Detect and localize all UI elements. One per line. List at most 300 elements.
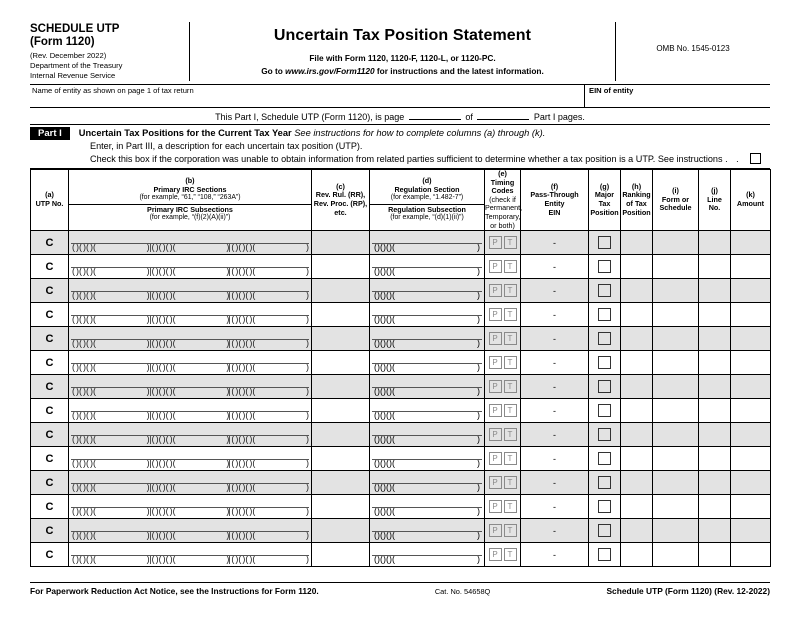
cell-amount[interactable] (731, 231, 771, 255)
cell-regulation-section[interactable] (370, 495, 485, 519)
cell-irc-sections[interactable] (69, 399, 312, 423)
cell-regulation-section[interactable] (370, 399, 485, 423)
cell-pass-through-ein[interactable]: - (521, 327, 589, 351)
entity-name-field[interactable] (30, 85, 585, 107)
major-tax-position-checkbox[interactable] (598, 260, 611, 273)
paren-subcell[interactable]: ( )( )( )( ) (72, 339, 150, 349)
cell-line-no[interactable] (699, 495, 731, 519)
irc-sections-line[interactable] (71, 425, 309, 436)
timing-code-permanent-checkbox[interactable]: P (489, 236, 502, 249)
timing-code-temporary-checkbox[interactable]: T (504, 308, 517, 321)
cell-rev-rul[interactable] (312, 495, 370, 519)
cell-major-tax-position[interactable] (589, 279, 621, 303)
irc-subsections-line[interactable] (71, 268, 309, 278)
cell-utp-no[interactable]: C (31, 303, 69, 327)
paren-subcell[interactable]: ( )( )( )( ) (231, 315, 309, 325)
irc-subsections-line[interactable] (71, 340, 309, 350)
cell-form-or-schedule[interactable] (653, 303, 699, 327)
timing-code-permanent-checkbox[interactable]: P (489, 452, 502, 465)
paren-guides-single[interactable]: ( )( )( )( ) (374, 507, 480, 517)
major-tax-position-checkbox[interactable] (598, 548, 611, 561)
irc-sections-line[interactable] (71, 473, 309, 484)
paren-subcell[interactable]: ( )( )( )( ) (72, 315, 150, 325)
cell-major-tax-position[interactable] (589, 255, 621, 279)
irc-subsections-line[interactable] (71, 244, 309, 254)
timing-code-temporary-checkbox[interactable]: T (504, 236, 517, 249)
cell-form-or-schedule[interactable] (653, 279, 699, 303)
cell-regulation-section[interactable] (370, 447, 485, 471)
cell-utp-no[interactable]: C (31, 399, 69, 423)
cell-irc-sections[interactable] (69, 351, 312, 375)
cell-form-or-schedule[interactable] (653, 375, 699, 399)
paren-subcell[interactable]: ( )( )( )( ) (151, 339, 230, 349)
regulation-section-line[interactable] (372, 257, 482, 268)
timing-code-temporary-checkbox[interactable]: T (504, 404, 517, 417)
paren-subcell[interactable]: ( )( )( )( ) (72, 555, 150, 565)
cell-pass-through-ein[interactable]: - (521, 399, 589, 423)
timing-code-permanent-checkbox[interactable]: P (489, 524, 502, 537)
cell-rev-rul[interactable] (312, 231, 370, 255)
cell-regulation-section[interactable] (370, 279, 485, 303)
cell-pass-through-ein[interactable]: - (521, 255, 589, 279)
regulation-section-line[interactable] (372, 545, 482, 556)
cell-timing-codes[interactable] (485, 231, 521, 255)
cell-rev-rul[interactable] (312, 519, 370, 543)
cell-rev-rul[interactable] (312, 375, 370, 399)
paren-guides-single[interactable]: ( )( )( )( ) (374, 243, 480, 253)
cell-utp-no[interactable]: C (31, 327, 69, 351)
paren-subcell[interactable]: ( )( )( )( ) (151, 291, 230, 301)
cell-pass-through-ein[interactable]: - (521, 279, 589, 303)
cell-ranking-of-tax-position[interactable] (621, 255, 653, 279)
cell-pass-through-ein[interactable]: - (521, 519, 589, 543)
cell-regulation-section[interactable] (370, 423, 485, 447)
regulation-section-line[interactable] (372, 473, 482, 484)
regulation-subsection-line[interactable] (372, 556, 482, 566)
cell-pass-through-ein[interactable]: - (521, 351, 589, 375)
regulation-section-line[interactable] (372, 521, 482, 532)
paren-subcell[interactable]: ( )( )( )( ) (151, 243, 230, 253)
cell-ranking-of-tax-position[interactable] (621, 447, 653, 471)
irc-sections-line[interactable] (71, 545, 309, 556)
cell-amount[interactable] (731, 351, 771, 375)
irc-subsections-line[interactable] (71, 460, 309, 470)
paren-subcell[interactable]: ( )( )( )( ) (231, 363, 309, 373)
paren-subcell[interactable]: ( )( )( )( ) (231, 507, 309, 517)
cell-amount[interactable] (731, 519, 771, 543)
cell-line-no[interactable] (699, 231, 731, 255)
cell-ranking-of-tax-position[interactable] (621, 543, 653, 567)
cell-utp-no[interactable]: C (31, 375, 69, 399)
regulation-section-line[interactable] (372, 425, 482, 436)
cell-timing-codes[interactable] (485, 495, 521, 519)
irc-sections-line[interactable] (71, 305, 309, 316)
paren-subcell[interactable]: ( )( )( )( ) (72, 435, 150, 445)
cell-timing-codes[interactable] (485, 423, 521, 447)
irc-sections-line[interactable] (71, 353, 309, 364)
major-tax-position-checkbox[interactable] (598, 428, 611, 441)
timing-code-permanent-checkbox[interactable]: P (489, 476, 502, 489)
cell-ranking-of-tax-position[interactable] (621, 471, 653, 495)
paren-guides-single[interactable]: ( )( )( )( ) (374, 387, 480, 397)
paren-subcell[interactable]: ( )( )( )( ) (151, 267, 230, 277)
cell-irc-sections[interactable] (69, 279, 312, 303)
major-tax-position-checkbox[interactable] (598, 284, 611, 297)
paren-subcell[interactable]: ( )( )( )( ) (151, 507, 230, 517)
cell-major-tax-position[interactable] (589, 423, 621, 447)
paren-subcell[interactable]: ( )( )( )( ) (231, 339, 309, 349)
cell-utp-no[interactable]: C (31, 351, 69, 375)
timing-code-temporary-checkbox[interactable]: T (504, 356, 517, 369)
cell-timing-codes[interactable] (485, 255, 521, 279)
paren-subcell[interactable]: ( )( )( )( ) (72, 267, 150, 277)
regulation-section-line[interactable] (372, 305, 482, 316)
major-tax-position-checkbox[interactable] (598, 524, 611, 537)
major-tax-position-checkbox[interactable] (598, 476, 611, 489)
cell-utp-no[interactable]: C (31, 543, 69, 567)
page-number-input[interactable] (409, 111, 461, 120)
cell-line-no[interactable] (699, 423, 731, 447)
cell-form-or-schedule[interactable] (653, 471, 699, 495)
timing-code-permanent-checkbox[interactable]: P (489, 428, 502, 441)
paren-subcell[interactable]: ( )( )( )( ) (231, 459, 309, 469)
paren-subcell[interactable]: ( )( )( )( ) (151, 555, 230, 565)
regulation-subsection-line[interactable] (372, 436, 482, 446)
cell-rev-rul[interactable] (312, 327, 370, 351)
major-tax-position-checkbox[interactable] (598, 332, 611, 345)
paren-guides-single[interactable]: ( )( )( )( ) (374, 435, 480, 445)
timing-code-permanent-checkbox[interactable]: P (489, 308, 502, 321)
timing-code-permanent-checkbox[interactable]: P (489, 332, 502, 345)
major-tax-position-checkbox[interactable] (598, 236, 611, 249)
paren-subcell[interactable]: ( )( )( )( ) (72, 459, 150, 469)
paren-subcell[interactable]: ( )( )( )( ) (151, 411, 230, 421)
timing-code-temporary-checkbox[interactable]: T (504, 500, 517, 513)
irc-sections-line[interactable] (71, 329, 309, 340)
irc-subsections-line[interactable] (71, 316, 309, 326)
cell-utp-no[interactable]: C (31, 519, 69, 543)
paren-guides-single[interactable]: ( )( )( )( ) (374, 363, 480, 373)
cell-timing-codes[interactable] (485, 471, 521, 495)
cell-pass-through-ein[interactable]: - (521, 375, 589, 399)
paren-subcell[interactable]: ( )( )( )( ) (231, 291, 309, 301)
cell-pass-through-ein[interactable]: - (521, 543, 589, 567)
cell-timing-codes[interactable] (485, 279, 521, 303)
regulation-section-line[interactable] (372, 377, 482, 388)
cell-rev-rul[interactable] (312, 471, 370, 495)
regulation-subsection-line[interactable] (372, 532, 482, 542)
cell-form-or-schedule[interactable] (653, 255, 699, 279)
cell-regulation-section[interactable] (370, 375, 485, 399)
regulation-section-line[interactable] (372, 281, 482, 292)
cell-amount[interactable] (731, 399, 771, 423)
cell-form-or-schedule[interactable] (653, 423, 699, 447)
cell-major-tax-position[interactable] (589, 231, 621, 255)
cell-form-or-schedule[interactable] (653, 327, 699, 351)
regulation-subsection-line[interactable] (372, 508, 482, 518)
irc-sections-line[interactable] (71, 401, 309, 412)
irs-url[interactable]: www.irs.gov/Form1120 (285, 66, 375, 76)
cell-major-tax-position[interactable] (589, 375, 621, 399)
cell-form-or-schedule[interactable] (653, 519, 699, 543)
cell-line-no[interactable] (699, 279, 731, 303)
cell-regulation-section[interactable] (370, 255, 485, 279)
paren-guides-single[interactable]: ( )( )( )( ) (374, 459, 480, 469)
paren-guides-single[interactable]: ( )( )( )( ) (374, 291, 480, 301)
cell-timing-codes[interactable] (485, 375, 521, 399)
timing-code-temporary-checkbox[interactable]: T (504, 476, 517, 489)
cell-major-tax-position[interactable] (589, 447, 621, 471)
cell-major-tax-position[interactable] (589, 399, 621, 423)
regulation-subsection-line[interactable] (372, 340, 482, 350)
irc-sections-line[interactable] (71, 377, 309, 388)
cell-amount[interactable] (731, 327, 771, 351)
cell-ranking-of-tax-position[interactable] (621, 351, 653, 375)
cell-rev-rul[interactable] (312, 543, 370, 567)
irc-subsections-line[interactable] (71, 556, 309, 566)
cell-amount[interactable] (731, 375, 771, 399)
cell-amount[interactable] (731, 255, 771, 279)
cell-amount[interactable] (731, 423, 771, 447)
cell-line-no[interactable] (699, 255, 731, 279)
cell-amount[interactable] (731, 303, 771, 327)
cell-pass-through-ein[interactable]: - (521, 447, 589, 471)
timing-code-temporary-checkbox[interactable]: T (504, 284, 517, 297)
cell-utp-no[interactable]: C (31, 495, 69, 519)
timing-code-permanent-checkbox[interactable]: P (489, 356, 502, 369)
cell-form-or-schedule[interactable] (653, 447, 699, 471)
cell-regulation-section[interactable] (370, 231, 485, 255)
irc-subsections-line[interactable] (71, 436, 309, 446)
cell-irc-sections[interactable] (69, 231, 312, 255)
cell-irc-sections[interactable] (69, 327, 312, 351)
timing-code-temporary-checkbox[interactable]: T (504, 380, 517, 393)
cell-major-tax-position[interactable] (589, 519, 621, 543)
regulation-section-line[interactable] (372, 449, 482, 460)
cell-line-no[interactable] (699, 447, 731, 471)
irc-sections-line[interactable] (71, 281, 309, 292)
paren-guides-single[interactable]: ( )( )( )( ) (374, 531, 480, 541)
timing-code-permanent-checkbox[interactable]: P (489, 260, 502, 273)
cell-line-no[interactable] (699, 543, 731, 567)
cell-utp-no[interactable]: C (31, 471, 69, 495)
cell-rev-rul[interactable] (312, 351, 370, 375)
cell-irc-sections[interactable] (69, 543, 312, 567)
paren-subcell[interactable]: ( )( )( )( ) (151, 531, 230, 541)
cell-pass-through-ein[interactable]: - (521, 471, 589, 495)
cell-amount[interactable] (731, 447, 771, 471)
cell-utp-no[interactable]: C (31, 255, 69, 279)
irc-subsections-line[interactable] (71, 484, 309, 494)
regulation-subsection-line[interactable] (372, 364, 482, 374)
cell-line-no[interactable] (699, 327, 731, 351)
paren-subcell[interactable]: ( )( )( )( ) (151, 483, 230, 493)
cell-ranking-of-tax-position[interactable] (621, 399, 653, 423)
cell-line-no[interactable] (699, 399, 731, 423)
cell-timing-codes[interactable] (485, 519, 521, 543)
paren-subcell[interactable]: ( )( )( )( ) (231, 483, 309, 493)
cell-form-or-schedule[interactable] (653, 495, 699, 519)
cell-ranking-of-tax-position[interactable] (621, 375, 653, 399)
cell-major-tax-position[interactable] (589, 327, 621, 351)
regulation-section-line[interactable] (372, 497, 482, 508)
paren-subcell[interactable]: ( )( )( )( ) (72, 507, 150, 517)
paren-guides-single[interactable]: ( )( )( )( ) (374, 483, 480, 493)
irc-subsections-line[interactable] (71, 292, 309, 302)
paren-subcell[interactable]: ( )( )( )( ) (231, 267, 309, 277)
paren-subcell[interactable]: ( )( )( )( ) (72, 483, 150, 493)
irc-sections-line[interactable] (71, 233, 309, 244)
timing-code-temporary-checkbox[interactable]: T (504, 260, 517, 273)
regulation-subsection-line[interactable] (372, 388, 482, 398)
timing-code-permanent-checkbox[interactable]: P (489, 548, 502, 561)
irc-subsections-line[interactable] (71, 508, 309, 518)
major-tax-position-checkbox[interactable] (598, 452, 611, 465)
cell-utp-no[interactable]: C (31, 231, 69, 255)
timing-code-temporary-checkbox[interactable]: T (504, 332, 517, 345)
paren-guides-single[interactable]: ( )( )( )( ) (374, 411, 480, 421)
cell-regulation-section[interactable] (370, 519, 485, 543)
irc-sections-line[interactable] (71, 497, 309, 508)
total-pages-input[interactable] (477, 111, 529, 120)
cell-ranking-of-tax-position[interactable] (621, 327, 653, 351)
regulation-section-line[interactable] (372, 401, 482, 412)
paren-subcell[interactable]: ( )( )( )( ) (151, 315, 230, 325)
major-tax-position-checkbox[interactable] (598, 380, 611, 393)
cell-line-no[interactable] (699, 375, 731, 399)
irc-subsections-line[interactable] (71, 532, 309, 542)
cell-ranking-of-tax-position[interactable] (621, 231, 653, 255)
irc-sections-line[interactable] (71, 257, 309, 268)
cell-form-or-schedule[interactable] (653, 231, 699, 255)
paren-subcell[interactable]: ( )( )( )( ) (151, 363, 230, 373)
timing-code-temporary-checkbox[interactable]: T (504, 452, 517, 465)
paren-subcell[interactable]: ( )( )( )( ) (231, 243, 309, 253)
paren-guides-single[interactable]: ( )( )( )( ) (374, 555, 480, 565)
cell-pass-through-ein[interactable]: - (521, 423, 589, 447)
cell-pass-through-ein[interactable]: - (521, 231, 589, 255)
cell-timing-codes[interactable] (485, 303, 521, 327)
paren-subcell[interactable]: ( )( )( )( ) (231, 411, 309, 421)
cell-regulation-section[interactable] (370, 303, 485, 327)
cell-form-or-schedule[interactable] (653, 351, 699, 375)
cell-amount[interactable] (731, 471, 771, 495)
paren-subcell[interactable]: ( )( )( )( ) (151, 387, 230, 397)
cell-ranking-of-tax-position[interactable] (621, 423, 653, 447)
regulation-section-line[interactable] (372, 329, 482, 340)
regulation-subsection-line[interactable] (372, 460, 482, 470)
cell-irc-sections[interactable] (69, 471, 312, 495)
cell-rev-rul[interactable] (312, 279, 370, 303)
paren-subcell[interactable]: ( )( )( )( ) (72, 291, 150, 301)
cell-major-tax-position[interactable] (589, 471, 621, 495)
regulation-section-line[interactable] (372, 353, 482, 364)
regulation-subsection-line[interactable] (372, 484, 482, 494)
cell-regulation-section[interactable] (370, 351, 485, 375)
cell-irc-sections[interactable] (69, 375, 312, 399)
cell-regulation-section[interactable] (370, 471, 485, 495)
cell-ranking-of-tax-position[interactable] (621, 279, 653, 303)
cell-ranking-of-tax-position[interactable] (621, 303, 653, 327)
cell-major-tax-position[interactable] (589, 303, 621, 327)
cell-form-or-schedule[interactable] (653, 399, 699, 423)
cell-irc-sections[interactable] (69, 255, 312, 279)
paren-subcell[interactable]: ( )( )( )( ) (231, 435, 309, 445)
timing-code-permanent-checkbox[interactable]: P (489, 284, 502, 297)
major-tax-position-checkbox[interactable] (598, 308, 611, 321)
cell-amount[interactable] (731, 495, 771, 519)
paren-subcell[interactable]: ( )( )( )( ) (72, 411, 150, 421)
unable-to-obtain-info-checkbox[interactable] (750, 153, 761, 164)
cell-irc-sections[interactable] (69, 303, 312, 327)
cell-irc-sections[interactable] (69, 495, 312, 519)
cell-rev-rul[interactable] (312, 255, 370, 279)
paren-subcell[interactable]: ( )( )( )( ) (231, 555, 309, 565)
cell-form-or-schedule[interactable] (653, 543, 699, 567)
cell-line-no[interactable] (699, 519, 731, 543)
irc-sections-line[interactable] (71, 449, 309, 460)
cell-timing-codes[interactable] (485, 447, 521, 471)
paren-subcell[interactable]: ( )( )( )( ) (231, 387, 309, 397)
cell-rev-rul[interactable] (312, 399, 370, 423)
cell-irc-sections[interactable] (69, 447, 312, 471)
cell-timing-codes[interactable] (485, 351, 521, 375)
regulation-section-line[interactable] (372, 233, 482, 244)
paren-guides-single[interactable]: ( )( )( )( ) (374, 339, 480, 349)
cell-irc-sections[interactable] (69, 423, 312, 447)
irc-subsections-line[interactable] (71, 412, 309, 422)
cell-timing-codes[interactable] (485, 327, 521, 351)
cell-pass-through-ein[interactable]: - (521, 495, 589, 519)
irc-subsections-line[interactable] (71, 364, 309, 374)
timing-code-permanent-checkbox[interactable]: P (489, 380, 502, 393)
major-tax-position-checkbox[interactable] (598, 404, 611, 417)
paren-subcell[interactable]: ( )( )( )( ) (72, 531, 150, 541)
regulation-subsection-line[interactable] (372, 316, 482, 326)
entity-ein-field[interactable] (585, 85, 770, 107)
paren-subcell[interactable]: ( )( )( )( ) (231, 531, 309, 541)
regulation-subsection-line[interactable] (372, 268, 482, 278)
cell-timing-codes[interactable] (485, 543, 521, 567)
regulation-subsection-line[interactable] (372, 292, 482, 302)
paren-subcell[interactable]: ( )( )( )( ) (72, 363, 150, 373)
timing-code-permanent-checkbox[interactable]: P (489, 500, 502, 513)
cell-line-no[interactable] (699, 351, 731, 375)
timing-code-temporary-checkbox[interactable]: T (504, 428, 517, 441)
cell-line-no[interactable] (699, 303, 731, 327)
paren-subcell[interactable]: ( )( )( )( ) (72, 387, 150, 397)
major-tax-position-checkbox[interactable] (598, 500, 611, 513)
paren-subcell[interactable]: ( )( )( )( ) (151, 435, 230, 445)
paren-guides-single[interactable]: ( )( )( )( ) (374, 267, 480, 277)
paren-subcell[interactable]: ( )( )( )( ) (151, 459, 230, 469)
cell-regulation-section[interactable] (370, 543, 485, 567)
cell-utp-no[interactable]: C (31, 423, 69, 447)
major-tax-position-checkbox[interactable] (598, 356, 611, 369)
cell-pass-through-ein[interactable]: - (521, 303, 589, 327)
cell-rev-rul[interactable] (312, 423, 370, 447)
cell-rev-rul[interactable] (312, 303, 370, 327)
cell-utp-no[interactable]: C (31, 447, 69, 471)
regulation-subsection-line[interactable] (372, 412, 482, 422)
cell-ranking-of-tax-position[interactable] (621, 519, 653, 543)
cell-regulation-section[interactable] (370, 327, 485, 351)
cell-utp-no[interactable]: C (31, 279, 69, 303)
timing-code-permanent-checkbox[interactable]: P (489, 404, 502, 417)
cell-major-tax-position[interactable] (589, 543, 621, 567)
cell-ranking-of-tax-position[interactable] (621, 495, 653, 519)
irc-sections-line[interactable] (71, 521, 309, 532)
